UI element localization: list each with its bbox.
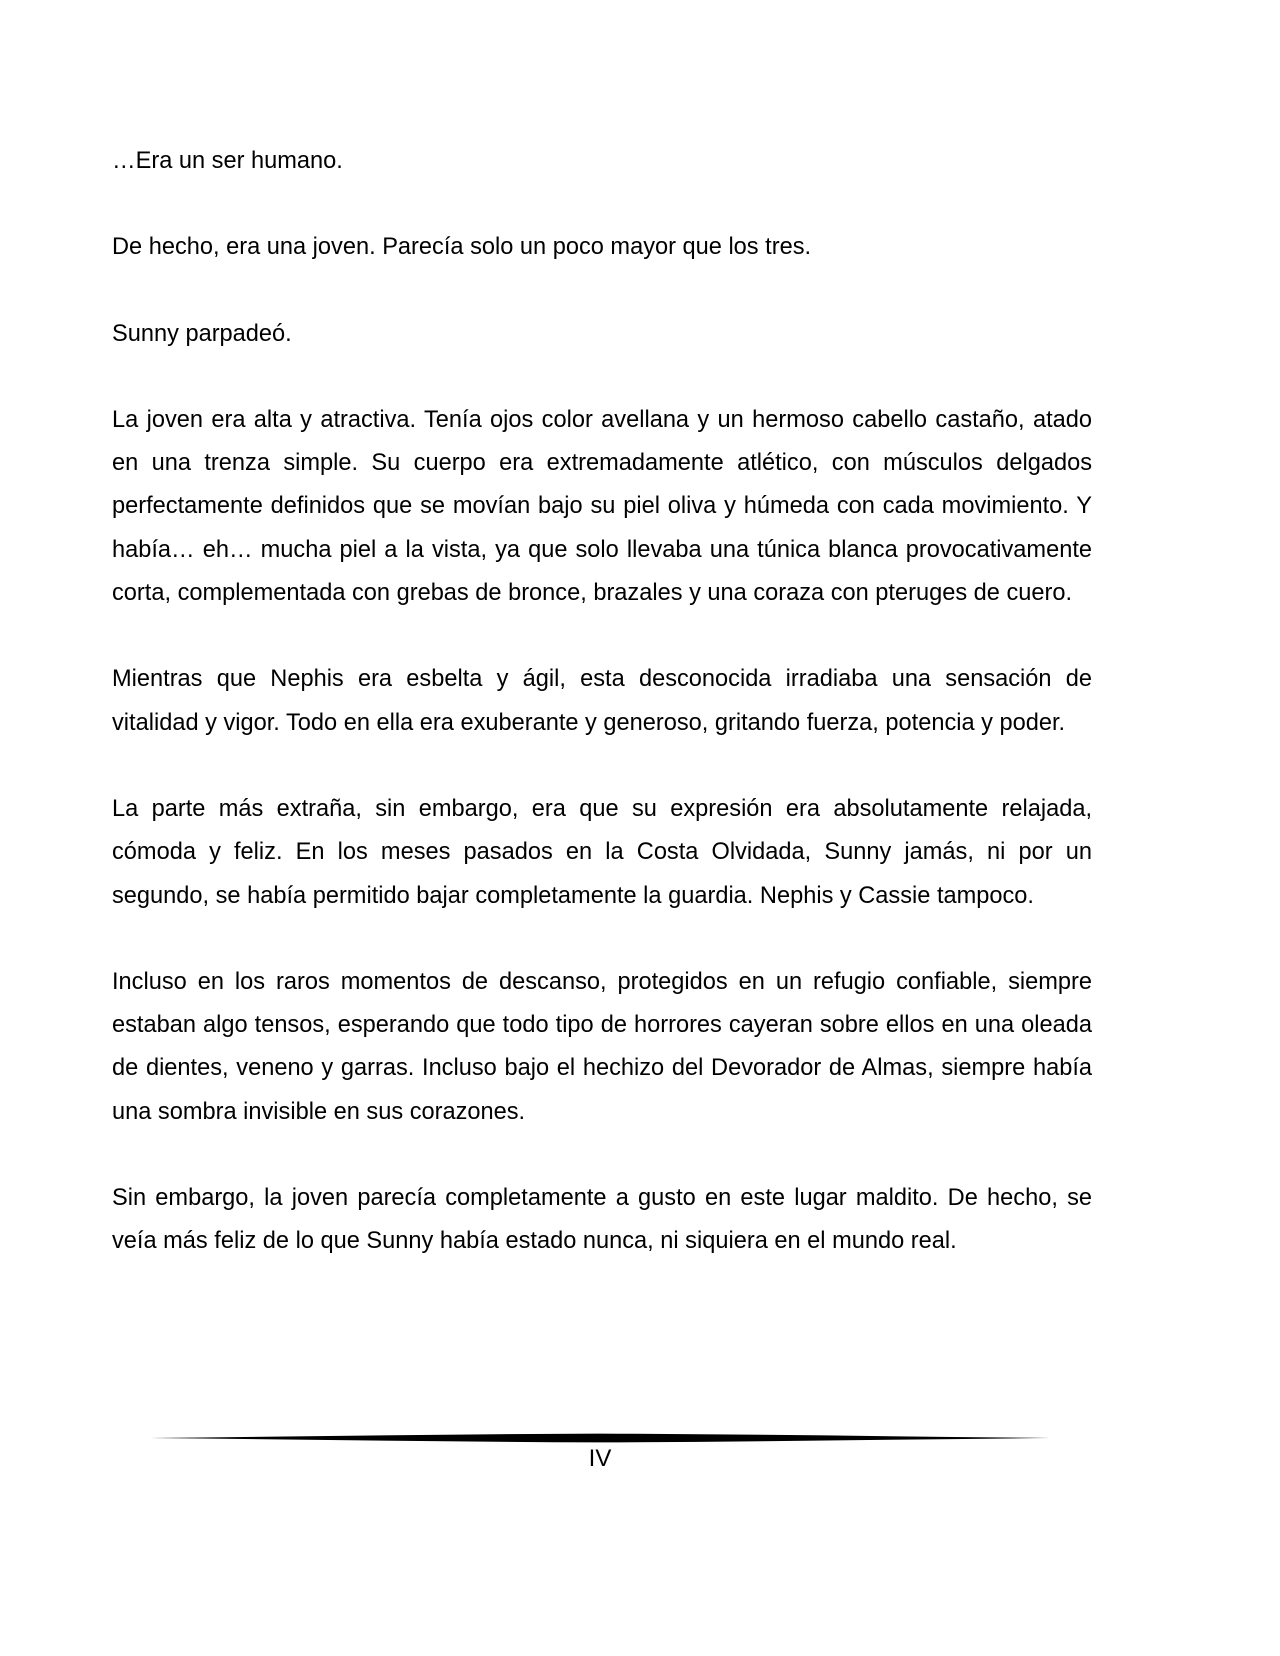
paragraph: La joven era alta y atractiva. Tenía ojos color avellana y un hermoso cabello castaño, atado en una trenza simple. Su cuerpo era extremadamente atlético, con músculos delgados perfectamente definidos que se movían bajo su piel oliva y húmeda con cada movimiento. Y había… eh… mucha piel a la vista, ya que solo llevaba una túnica blanca provocativamente corta, complementada con grebas de bronce, brazales y una coraza con pteruges de cuero. (112, 406, 1092, 607)
page-number: IV (588, 1445, 612, 1472)
page-body (112, 140, 1092, 1307)
paragraph: Mientras que Nephis era esbelta y ágil, esta desconocida irradiaba una sensación de vitalidad y vigor. Todo en ella era exuberante y generoso, gritando fuerza, potencia y poder. (112, 666, 1092, 736)
paragraph: Incluso en los raros momentos de descanso, protegidos en un refugio confiable, siempre estaban algo tensos, esperando que todo tipo de horrores cayeran sobre ellos en una oleada de dientes, veneno y garras. Incluso bajo el hechizo del Devorador de Almas, siempre había una sombra invisible en sus corazones. (112, 968, 1092, 1125)
paragraph: La parte más extraña, sin embargo, era que su expresión era absolutamente relajada, cómoda y feliz. En los meses pasados en la Costa Olvidada, Sunny jamás, ni por un segundo, se había permitido bajar completamente la guardia. Nephis y Cassie tampoco. (112, 795, 1092, 909)
paragraph: Sin embargo, la joven parecía completamente a gusto en este lugar maldito. De hecho, se veía más feliz de lo que Sunny había estado nunca, ni siquiera en el mundo real. (112, 1185, 1092, 1255)
footer-divider-swash (150, 1432, 1050, 1444)
paragraph: De hecho, era una joven. Parecía solo un poco mayor que los tres. (112, 234, 812, 261)
paragraph: Sunny parpadeó. (112, 320, 292, 347)
footer-divider (150, 1432, 1050, 1444)
paragraph: …Era un ser humano. (112, 148, 343, 174)
